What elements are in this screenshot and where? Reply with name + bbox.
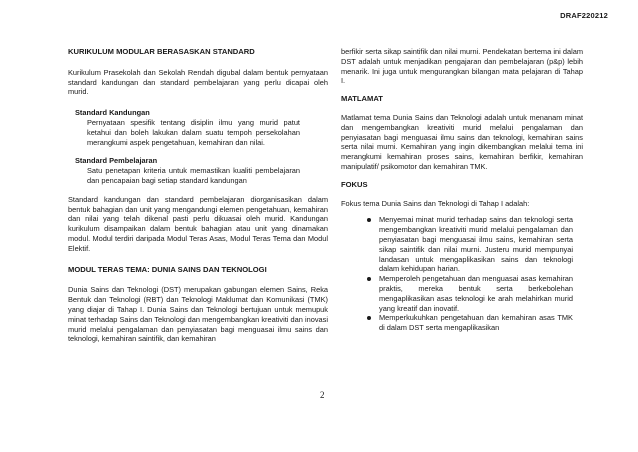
list-item [367, 215, 573, 274]
standard-pembelajaran-title: Standard Pembelajaran [75, 156, 158, 166]
standard-pembelajaran-text: Satu penetapan kriteria untuk memastikan kualiti pembelajaran dan pencapaian bagi setiap standard kandungan [87, 166, 300, 185]
bullet-icon [367, 218, 371, 222]
bullet-icon [367, 277, 371, 281]
standard-kandungan-text: Pernyataan spesifik tentang disiplin ilmu yang murid patut ketahui dan boleh lakukan dalam suatu tempoh persekolahan merangkumi aspek pengetahuan, kemahiran dan nilai. [87, 117, 300, 147]
bullet-text: Menyemai minat murid terhadap sains dan teknologi serta mengembangkan kreativiti murid melalui pengalaman dan penyiasatan bagi menguasai ilmu sains, kemahiran serta sikap saintifik dan nilai murni. Justeru murid mempunyai landasan untuk mengaplikasikan sains dan teknologi dalam kehidupan harian. [379, 215, 573, 274]
heading-matlamat: MATLAMAT [341, 94, 383, 104]
bullet-text: Memperoleh pengetahuan dan menguasai asas kemahiran praktis, mereka bentuk serta berkebolehan mengaplikasikan asas teknologi ke arah melahirkan murid yang kreatif dan inovatif. [379, 274, 573, 313]
fokus-bullet-list [367, 215, 573, 333]
list-item [367, 313, 573, 333]
intro-paragraph: Kurikulum Prasekolah dan Sekolah Rendah digubal dalam bentuk pernyataan standard kandungan dan standard pembelajaran yang perlu dicapai oleh murid. [68, 67, 328, 97]
organisation-paragraph: Standard kandungan dan standard pembelajaran diorganisasikan dalam bentuk bahagian dan unit yang mengandungi elemen pengetahuan, kemahiran dan nilai yang telah dikenal pasti perlu dikuasai oleh murid. Kandungan kurikulum disampaikan dalam bentuk bahagian atau unit yang dinamakan modul. Modul terdiri daripada Modul Teras Asas, Modul Teras Tema dan Modul Elektif. [68, 194, 328, 253]
heading-modul-teras-tema: MODUL TERAS TEMA: DUNIA SAINS DAN TEKNOLOGI [68, 264, 267, 274]
heading-fokus: FOKUS [341, 179, 368, 189]
heading-kurikulum-modular: KURIKULUM MODULAR BERASASKAN STANDARD [68, 47, 255, 56]
list-item [367, 274, 573, 313]
bullet-icon [367, 316, 371, 320]
continued-paragraph: berfikir serta sikap saintifik dan nilai murni. Pendekatan bertema ini dalam DST adalah untuk menjadikan pengajaran dan pembelajaran (p&p) lebih menarik. Ini juga untuk mengurangkan bilangan mata pelajaran di Tahap I. [341, 47, 583, 86]
standard-kandungan-title: Standard Kandungan [75, 108, 150, 118]
dst-paragraph: Dunia Sains dan Teknologi (DST) merupakan gabungan elemen Sains, Reka Bentuk dan Teknologi (RBT) dan Teknologi Maklumat dan Komunikasi (TMK) yang diajar di Tahap I. Dunia Sains dan Teknologi bertujuan untuk memupuk minat terhadap Sains dan Teknologi dan mengembangkan kreativiti dan inovasi murid melalui pengalaman dan penyiasatan bagi menguasai ilmu sains dan teknologi, kemahiran saintifik, dan kemahiran [68, 285, 328, 344]
page-number: 2 [320, 390, 325, 400]
right-column [341, 47, 583, 333]
fokus-intro: Fokus tema Dunia Sains dan Teknologi di Tahap I adalah: [341, 198, 530, 208]
bullet-text: Memperkukuhkan pengetahuan dan kemahiran asas TMK di dalam DST serta mengaplikasikan [379, 313, 573, 333]
left-column [68, 47, 328, 344]
matlamat-paragraph: Matlamat tema Dunia Sains dan Teknologi adalah untuk menanam minat dan mengembangkan kreativiti murid melalui pengalaman dan penyiasatan bagi menguasai ilmu sains dan teknologi, kemahiran sains serta nilai murni. Kemahiran yang ingin dikembangkan melalui tema ini merangkumi kemahiran proses sains, kemahiran berfikir, kemahiran manipulatif/ psikomotor dan kemahiran TMK. [341, 112, 583, 171]
draft-code: DRAF220212 [560, 11, 608, 20]
